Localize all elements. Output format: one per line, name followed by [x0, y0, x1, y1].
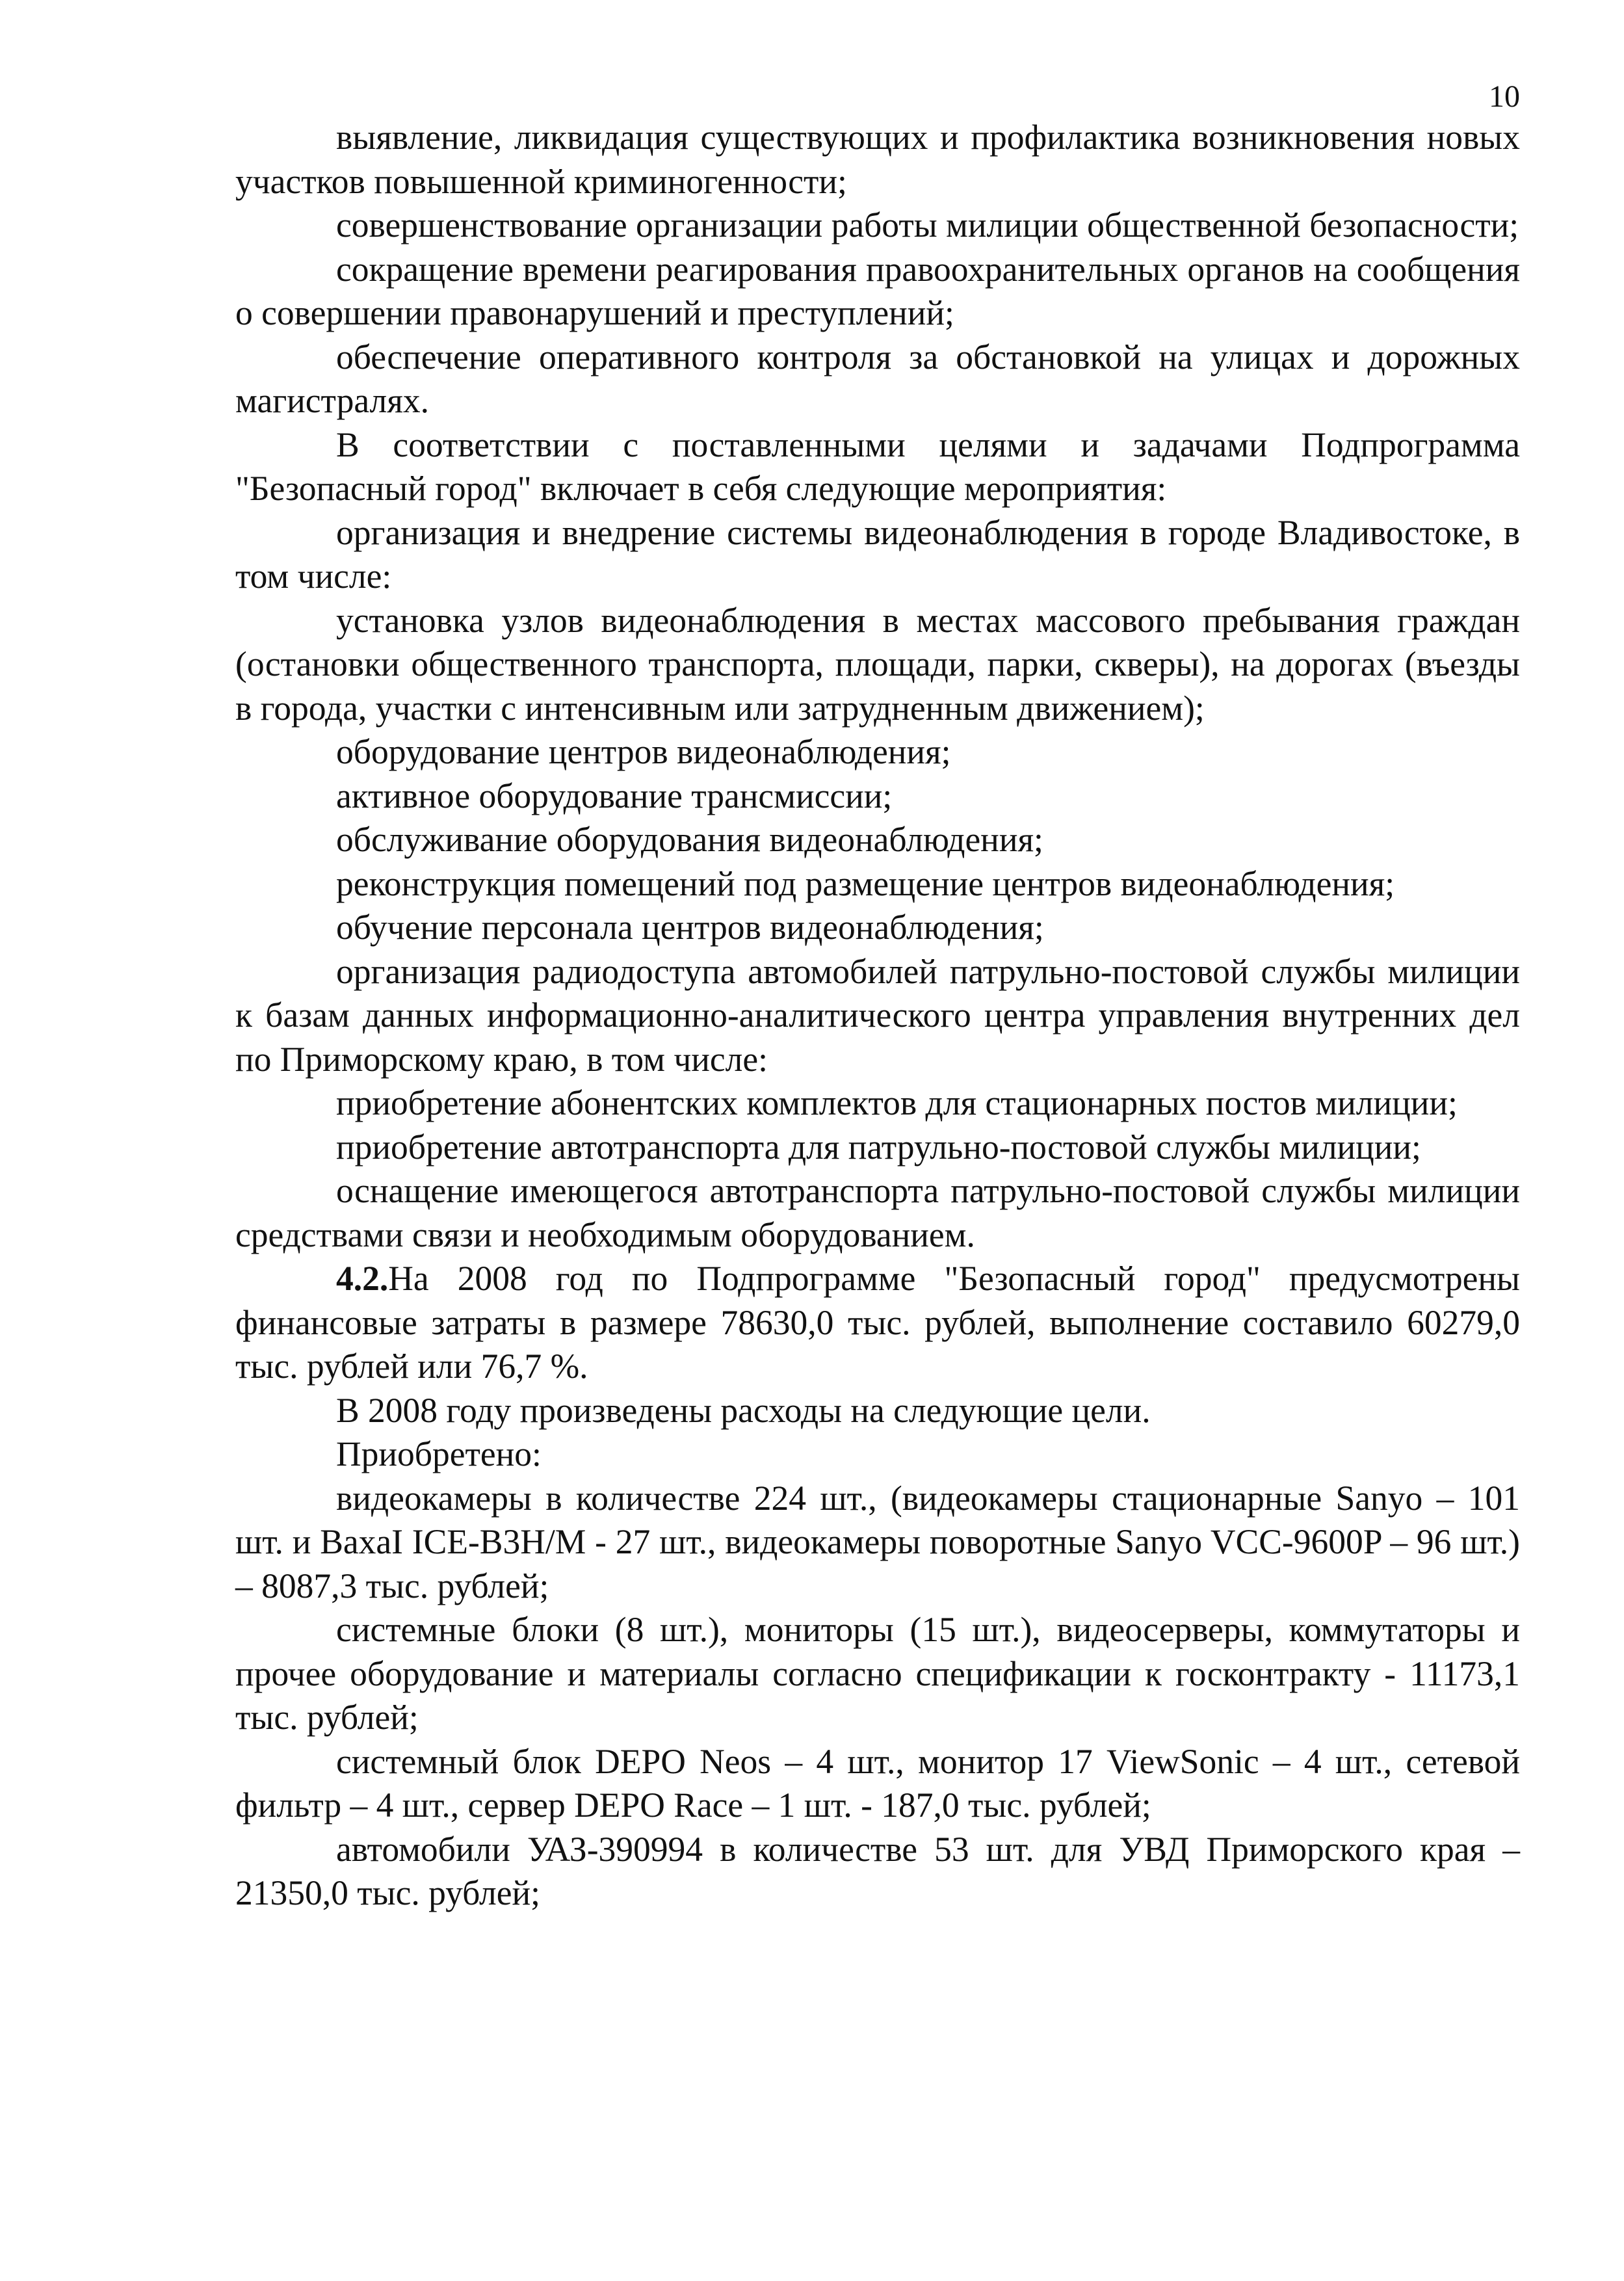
paragraph: Приобретено:	[336, 1434, 542, 1473]
document-body	[235, 116, 1520, 1916]
section-text: На 2008 год по Подпрограмме "Безопасный город" предусмотрены финансовые затраты в размере 78630,0 тыс. рублей, выполнение составило 60279,0 тыс. рублей или 76,7 %.	[235, 1259, 1520, 1386]
paragraph: оснащение имеющегося автотранспорта патрульно-постовой службы милиции средствами связи и необходимым оборудованием.	[235, 1171, 1520, 1254]
paragraph: В 2008 году произведены расходы на следующие цели.	[336, 1390, 1151, 1430]
paragraph: системные блоки (8 шт.), мониторы (15 шт.), видеосерверы, коммутаторы и прочее оборудование и материалы согласно спецификации к госконтракту - 11173,1 тыс. рублей;	[235, 1610, 1520, 1737]
paragraph: организация радиодоступа автомобилей патрульно-постовой службы милиции к базам данных информационно-аналитического центра управления внутренних дел по Приморскому краю, в том числе:	[235, 951, 1520, 1079]
paragraph: обучение персонала центров видеонаблюдения;	[336, 908, 1044, 947]
paragraph: обеспечение оперативного контроля за обстановкой на улицах и дорожных магистралях.	[235, 337, 1520, 420]
paragraph: оборудование центров видеонаблюдения;	[336, 732, 951, 771]
paragraph: обслуживание оборудования видеонаблюдения;	[336, 820, 1043, 859]
paragraph: В соответствии с поставленными целями и задачами Подпрограмма "Безопасный город" включает в себя следующие мероприятия:	[235, 425, 1520, 508]
paragraph: совершенствование организации работы милиции общественной безопасности;	[336, 205, 1519, 244]
paragraph: сокращение времени реагирования правоохранительных органов на сообщения о совершении правонарушений и преступлений;	[235, 249, 1520, 332]
paragraph: реконструкция помещений под размещение центров видеонаблюдения;	[336, 864, 1395, 903]
paragraph: автомобили УАЗ-390994 в количестве 53 шт. для УВД Приморского края – 21350,0 тыс. рублей;	[235, 1829, 1520, 1912]
paragraph: видеокамеры в количестве 224 шт., (видеокамеры стационарные Sanyo – 101 шт. и BaxaI ICE-B3H/M - 27 шт., видеокамеры поворотные Sanyo VCC-9600P – 96 шт.) – 8087,3 тыс. рублей;	[235, 1478, 1520, 1605]
paragraph: установка узлов видеонаблюдения в местах массового пребывания граждан (остановки общественного транспорта, площади, парки, скверы), на дорогах (въезды в города, участки с интенсивным или затрудненным движением);	[235, 600, 1520, 728]
section-4-2-paragraph	[235, 1257, 1520, 1389]
paragraph: приобретение автотранспорта для патрульно-постовой службы милиции;	[336, 1127, 1421, 1167]
paragraph: выявление, ликвидация существующих и профилактика возникновения новых участков повышенной криминогенности;	[235, 118, 1520, 201]
page-number: 10	[1489, 79, 1520, 114]
paragraph: активное оборудование трансмиссии;	[336, 776, 893, 815]
section-number: 4.2.	[336, 1259, 389, 1298]
paragraph: приобретение абонентских комплектов для стационарных постов милиции;	[336, 1083, 1458, 1122]
paragraph: системный блок DEPO Neos – 4 шт., монитор 17 ViewSonic – 4 шт., сетевой фильтр – 4 шт., сервер DEPO Race – 1 шт. - 187,0 тыс. рублей;	[235, 1741, 1520, 1825]
paragraph: организация и внедрение системы видеонаблюдения в городе Владивостоке, в том числе:	[235, 512, 1520, 596]
